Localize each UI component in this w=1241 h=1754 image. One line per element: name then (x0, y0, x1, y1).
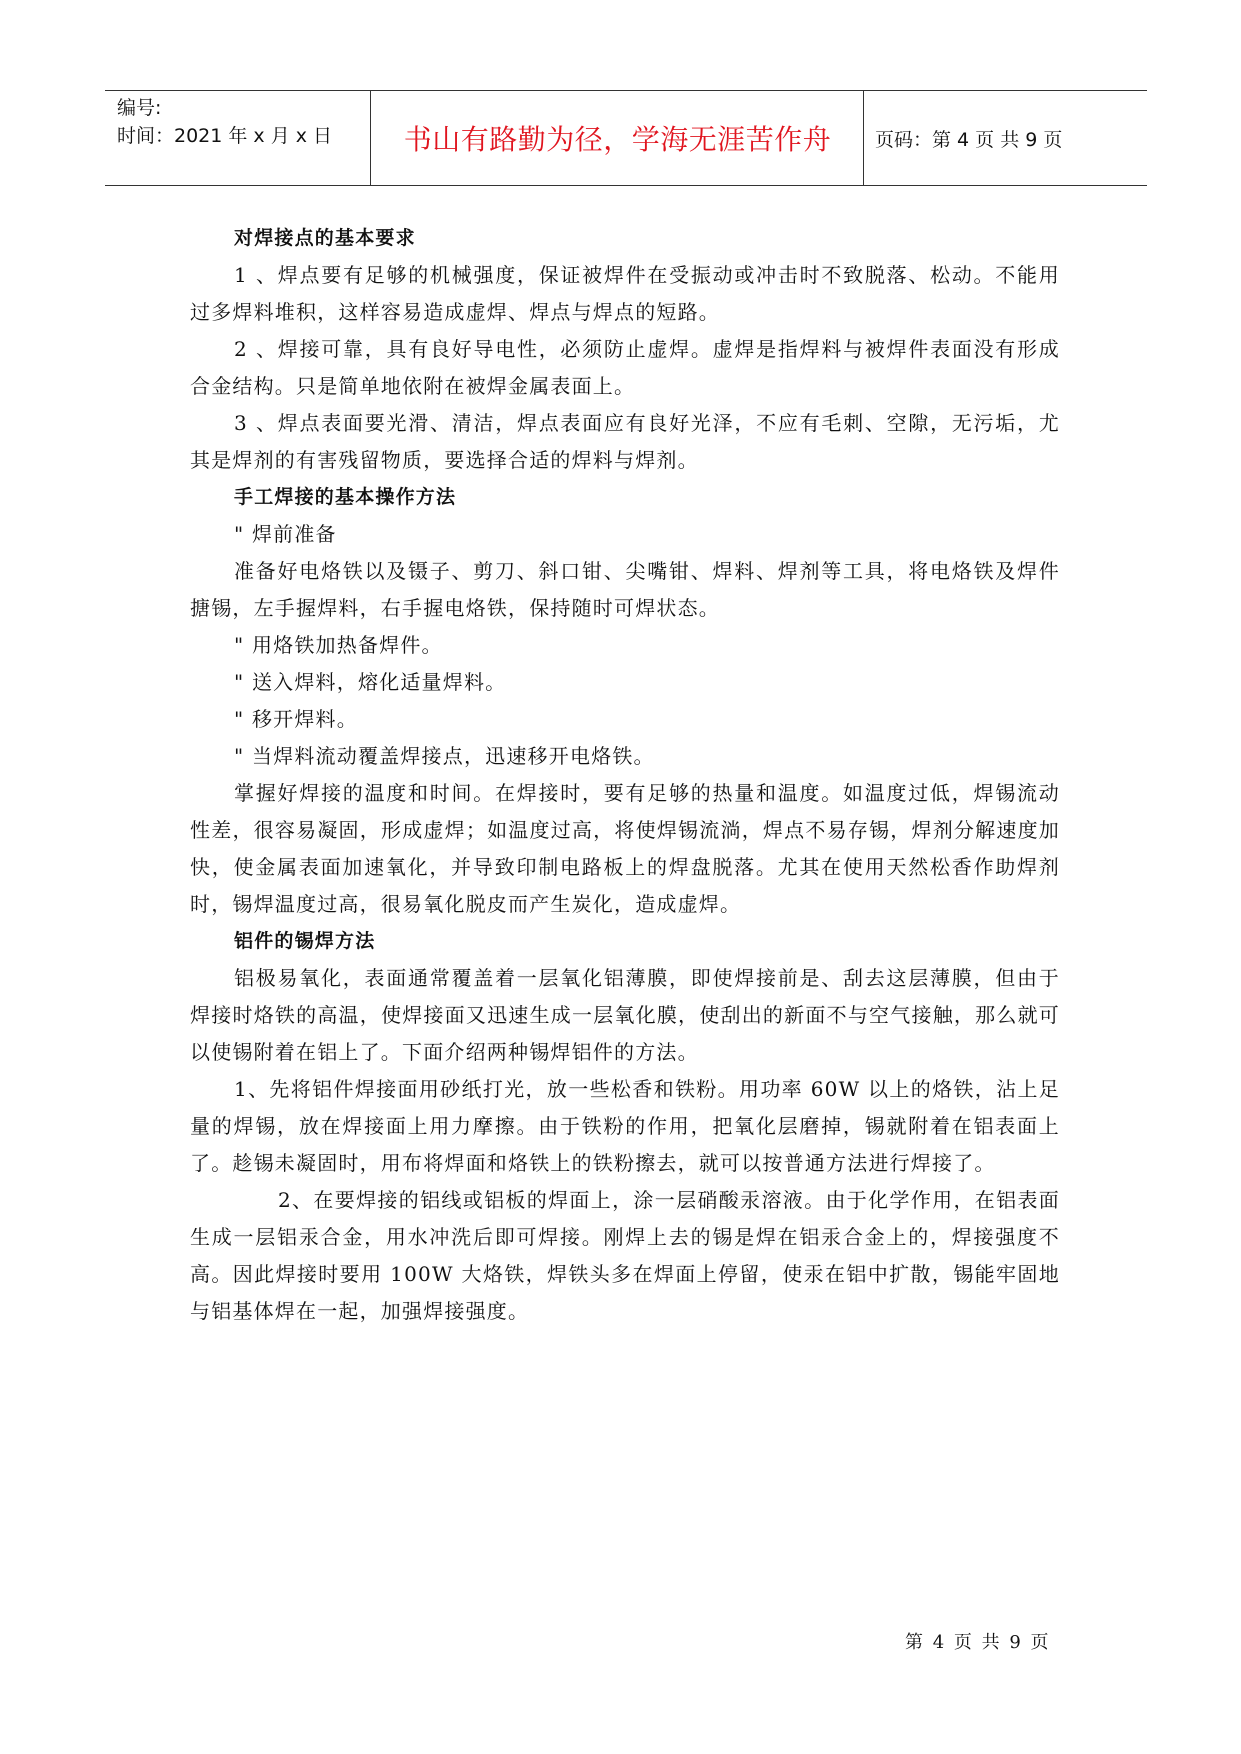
header-divider (370, 91, 371, 185)
list-item: " 送入焊料，熔化适量焊料。 (234, 670, 507, 694)
paragraph: 铝极易氧化，表面通常覆盖着一层氧化铝薄膜，即使焊接前是、刮去这层薄膜，但由于焊接时烙铁的高温，使焊接面又迅速生成一层氧化膜，使刮出的新面不与空气接触，那么就可以使锡附着在铝上了。下面介绍两种锡焊铝件的方法。 (190, 966, 1060, 1064)
list-item: " 当焊料流动覆盖焊接点，迅速移开电烙铁。 (234, 744, 655, 768)
paragraph: 2、在要焊接的铝线或铝板的焊面上，涂一层硝酸汞溶液。由于化学作用，在铝表面生成一层铝汞合金，用水冲洗后即可焊接。刚焊上去的锡是焊在铝汞合金上的，焊接强度不高。因此焊接时要用 100W 大烙铁，焊铁头多在焊面上停留，使汞在铝中扩散，锡能牢固地与铝基体焊在一起，加强焊接强度。 (190, 1188, 1060, 1323)
header-divider (863, 91, 864, 185)
paragraph: 1 、焊点要有足够的机械强度，保证被焊件在受振动或冲击时不致脱落、松动。不能用过多焊料堆积，这样容易造成虚焊、焊点与焊点的短路。 (190, 263, 1060, 324)
header-motto: 书山有路勤为径，学海无涯苦作舟 (403, 123, 832, 156)
paragraph: 准备好电烙铁以及镊子、剪刀、斜口钳、尖嘴钳、焊料、焊剂等工具，将电烙铁及焊件搪锡，左手握焊料，右手握电烙铁，保持随时可焊状态。 (190, 559, 1060, 620)
paragraph: 1、先将铝件焊接面用砂纸打光，放一些松香和铁粉。用功率 60W 以上的烙铁，沾上足量的焊锡，放在焊接面上用力摩擦。由于铁粉的作用，把氧化层磨掉，锡就附着在铝表面上了。趁锡未凝固时，用布将焊面和烙铁上的铁粉擦去，就可以按普通方法进行焊接了。 (190, 1077, 1060, 1175)
section-heading: 铝件的锡焊方法 (234, 930, 376, 952)
section-heading: 手工焊接的基本操作方法 (234, 486, 457, 508)
section-heading: 对焊接点的基本要求 (234, 227, 416, 249)
paragraph: 3 、焊点表面要光滑、清洁，焊点表面应有良好光泽，不应有毛刺、空隙，无污垢，尤其是焊剂的有害残留物质，要选择合适的焊料与焊剂。 (190, 411, 1060, 472)
page-footer: 第 4 页 共 9 页 (905, 1632, 1051, 1653)
page-header (105, 90, 1147, 186)
list-item: " 用烙铁加热备焊件。 (234, 633, 443, 657)
paragraph: 2 、焊接可靠，具有良好导电性，必须防止虚焊。虚焊是指焊料与被焊件表面没有形成合金结构。只是简单地依附在被焊金属表面上。 (190, 337, 1060, 398)
list-item: " 移开焊料。 (234, 707, 358, 731)
list-item: " 焊前准备 (234, 522, 337, 546)
header-left (117, 94, 367, 150)
document-number-label: 编号: (117, 97, 162, 119)
header-page-info: 页码：第 4 页 共 9 页 (875, 128, 1063, 151)
document-body (190, 220, 1060, 1330)
document-time-label: 时间：2021 年 x 月 x 日 (117, 125, 333, 147)
paragraph: 掌握好焊接的温度和时间。在焊接时，要有足够的热量和温度。如温度过低，焊锡流动性差，很容易凝固，形成虚焊；如温度过高，将使焊锡流淌，焊点不易存锡，焊剂分解速度加快，使金属表面加速氧化，并导致印制电路板上的焊盘脱落。尤其在使用天然松香作助焊剂时，锡焊温度过高，很易氧化脱皮而产生炭化，造成虚焊。 (190, 781, 1060, 916)
